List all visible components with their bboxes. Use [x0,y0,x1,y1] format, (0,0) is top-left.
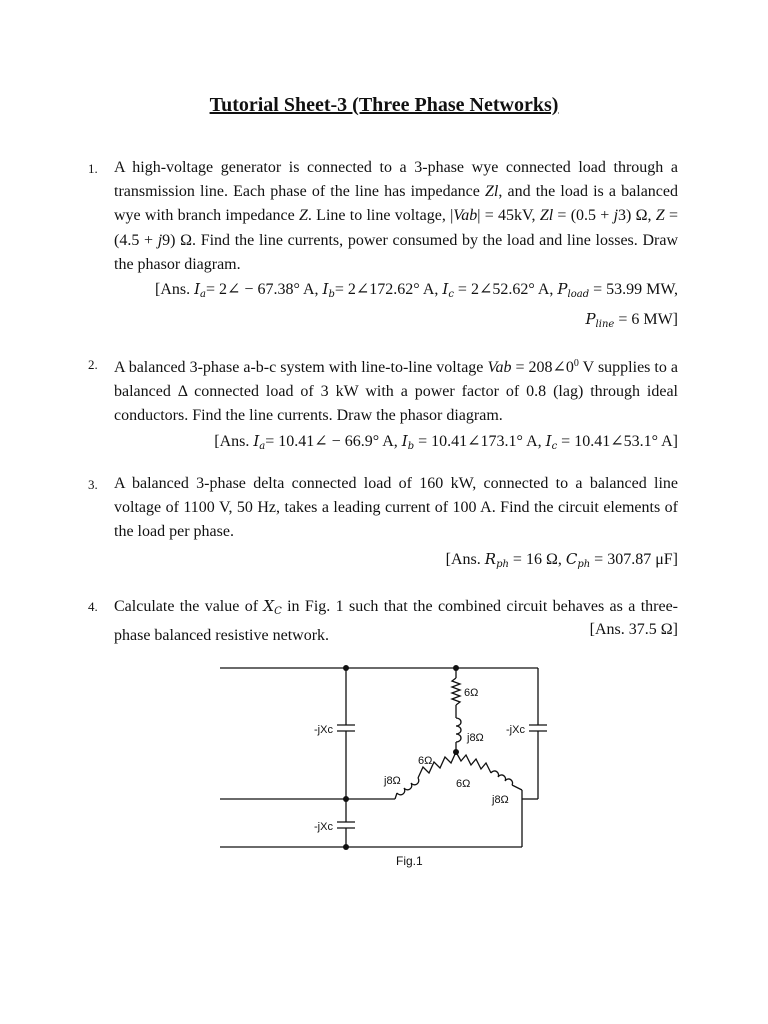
ia-symbol: I [253,431,260,450]
figure-caption: Fig.1 [396,854,423,868]
q1-text: 3) Ω, [618,207,656,225]
cph-symbol: C [565,549,578,568]
rph-sub: ph [496,558,509,570]
ia-sub: a [200,289,206,301]
ic-symbol: I [442,280,449,299]
question-2 [88,352,678,459]
pline-value: = 6 MW] [614,311,678,329]
pline-sub: line [595,319,615,331]
ib-value: = 10.41∠173.1° A, [414,432,546,450]
q1-zl: Zl [485,183,499,201]
pload-sub: load [567,289,590,301]
resistor-right [456,752,491,773]
q2-text: = 208∠0 [511,359,574,376]
junction-dot [453,665,459,671]
q1-j: j [157,231,163,249]
xc-symbol: X [263,597,275,615]
star-point-dot [453,749,459,755]
label-cap-left: -jXc [314,724,333,736]
question-3 [88,472,678,577]
q2-text: V supplies to a balanced Δ connected load of 3 kW with a power factor of 0.8 (lag) through ideal conductors. Find the line currents. Draw the phasor diagram. [114,359,678,425]
ib-symbol: I [401,431,408,450]
ans-label: [Ans. [214,432,254,450]
resistor-top [452,678,460,705]
question-number: 3. [88,477,98,492]
q1-answer [98,277,678,337]
rph-value: = 16 Ω, [508,550,566,568]
question-number: 1. [88,161,98,176]
label-l-right: j8Ω [492,794,509,806]
ib-sub: b [328,289,335,301]
pline-symbol: P [585,310,596,329]
pload-value: = 53.99 MW, [589,281,678,299]
q1-zl: Zl [539,207,554,225]
label-cap-right: -jXc [506,724,525,736]
ic-value: = 10.41∠53.1° A] [557,432,678,450]
q4-text: Calculate the value of [114,598,264,615]
circuit-figure [220,660,550,880]
ib-value: = 2∠172.62° A, [334,281,443,299]
wire [512,785,522,790]
q1-j: j [613,207,619,225]
cph-sub: ph [577,558,591,570]
q1-text: , and the load is a balanced wye with branch impedance [114,183,678,225]
q2-degree-sup: 0 [573,358,579,369]
ia-sub: a [259,440,266,452]
ans-label: [Ans. [445,550,485,568]
wire [395,793,397,799]
ic-sub: c [448,289,454,301]
q1-z: Z [299,207,308,225]
ic-symbol: I [545,431,552,450]
q2-text: A balanced 3-phase a-b-c system with line-to-line voltage [114,359,488,376]
q4-answer: [Ans. 37.5 Ω] [589,621,678,638]
q3-text: A balanced 3-phase delta connected load of 160 kW, connected to a balanced line voltage of 1100 V, 50 Hz, takes a leading current of 100 A. Find the circuit elements of the load per phase. [114,475,678,541]
ia-symbol: I [194,280,201,299]
ib-sub: b [407,440,415,452]
rph-symbol: R [484,549,497,568]
label-r-top: 6Ω [464,687,479,699]
q1-text: = (4.5 + [114,207,678,249]
label-cap-bottom: -jXc [314,821,333,833]
junction-dot [343,844,349,850]
ic-sub: c [551,440,558,452]
q2-vab: Vab [487,359,512,376]
q2-answer [114,429,678,459]
pload-symbol: P [557,280,568,299]
q1-text: | = 45kV, [477,207,540,225]
ia-value: = 10.41∠ − 66.9° A, [265,432,402,450]
q1-vab: Vab [453,207,478,225]
q1-text: . Line to line voltage, | [307,207,454,225]
label-l-left: j8Ω [384,775,401,787]
cph-value: = 307.87 μF] [590,550,678,568]
q4-text: in Fig. 1 such that the combined circuit behaves as a three-phase balanced resistive network. [114,598,679,645]
label-r-right: 6Ω [456,778,471,790]
junction-dot [343,665,349,671]
ia-value: = 2∠ − 67.38° A, [206,281,323,299]
xc-sub: C [274,606,282,617]
question-1 [88,156,678,337]
inductor-right [491,771,513,785]
question-number: 4. [88,599,98,614]
q1-text: A high-voltage generator is connected to a 3-phase wye connected load through a transmission line. Each phase of the line has impedance [114,159,678,201]
ic-value: = 2∠52.62° A, [453,281,558,299]
ans-label: [Ans. [154,281,195,299]
inductor-top [456,718,461,742]
label-l-top: j8Ω [467,732,484,744]
q1-text: 9) Ω. Find the line currents, power consumed by the load and line losses. Draw the phasor diagram. [114,231,678,273]
q1-z: Z [655,207,665,225]
question-number: 2. [88,357,98,372]
ib-symbol: I [322,280,329,299]
q1-text: = (0.5 + [553,207,614,225]
question-4 [88,594,679,648]
q3-answer [114,547,678,577]
label-r-left: 6Ω [418,755,433,767]
page-title: Tutorial Sheet-3 (Three Phase Networks) [209,94,559,116]
junction-dot [343,796,349,802]
